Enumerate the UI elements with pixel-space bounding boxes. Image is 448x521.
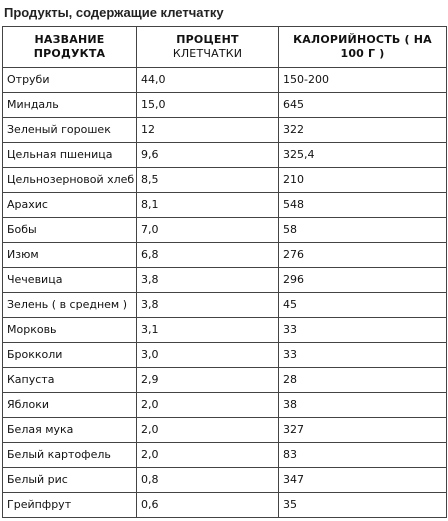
cell-product-name: Миндаль — [3, 93, 137, 118]
table-row — [3, 493, 447, 518]
cell-product-name: Морковь — [3, 318, 137, 343]
cell-calories: 58 — [279, 218, 447, 243]
table-header-row — [3, 27, 447, 68]
table-row — [3, 193, 447, 218]
table-row — [3, 218, 447, 243]
cell-product-name: Брокколи — [3, 343, 137, 368]
cell-product-name: Зелень ( в среднем ) — [3, 293, 137, 318]
cell-calories: 33 — [279, 343, 447, 368]
table-row — [3, 93, 447, 118]
cell-calories: 327 — [279, 418, 447, 443]
header-fiber-percent-rest: КЛЕТЧАТКИ — [172, 47, 243, 60]
table-row — [3, 418, 447, 443]
table-row — [3, 268, 447, 293]
cell-fiber-percent: 3,8 — [137, 293, 279, 318]
table-row — [3, 293, 447, 318]
cell-product-name: Белый рис — [3, 468, 137, 493]
header-fiber-percent — [137, 27, 279, 68]
cell-product-name: Бобы — [3, 218, 137, 243]
table-row — [3, 68, 447, 93]
cell-product-name: Изюм — [3, 243, 137, 268]
header-calories: КАЛОРИЙНОСТЬ ( НА 100 Г ) — [279, 27, 447, 68]
cell-fiber-percent: 8,1 — [137, 193, 279, 218]
cell-product-name: Белый картофель — [3, 443, 137, 468]
page-title: Продукты, содержащие клетчатку — [4, 5, 224, 20]
cell-product-name: Арахис — [3, 193, 137, 218]
cell-calories: 28 — [279, 368, 447, 393]
cell-fiber-percent: 0,6 — [137, 493, 279, 518]
cell-calories: 548 — [279, 193, 447, 218]
table-row — [3, 343, 447, 368]
cell-calories: 296 — [279, 268, 447, 293]
table-row — [3, 468, 447, 493]
table-row — [3, 443, 447, 468]
cell-product-name: Цельнозерновой хлеб — [3, 168, 137, 193]
cell-fiber-percent: 2,0 — [137, 443, 279, 468]
cell-calories: 210 — [279, 168, 447, 193]
cell-fiber-percent: 12 — [137, 118, 279, 143]
cell-calories: 347 — [279, 468, 447, 493]
fiber-table — [2, 26, 447, 518]
cell-fiber-percent: 3,0 — [137, 343, 279, 368]
cell-fiber-percent: 2,0 — [137, 418, 279, 443]
cell-calories: 83 — [279, 443, 447, 468]
table-row — [3, 368, 447, 393]
cell-fiber-percent: 7,0 — [137, 218, 279, 243]
cell-calories: 45 — [279, 293, 447, 318]
cell-product-name: Белая мука — [3, 418, 137, 443]
cell-fiber-percent: 8,5 — [137, 168, 279, 193]
cell-product-name: Отруби — [3, 68, 137, 93]
cell-product-name: Яблоки — [3, 393, 137, 418]
cell-product-name: Цельная пшеница — [3, 143, 137, 168]
cell-product-name: Зеленый горошек — [3, 118, 137, 143]
cell-product-name: Чечевица — [3, 268, 137, 293]
table-row — [3, 143, 447, 168]
cell-calories: 35 — [279, 493, 447, 518]
header-product-name: НАЗВАНИЕ ПРОДУКТА — [3, 27, 137, 68]
cell-calories: 325,4 — [279, 143, 447, 168]
cell-calories: 645 — [279, 93, 447, 118]
table-row — [3, 168, 447, 193]
cell-calories: 38 — [279, 393, 447, 418]
cell-fiber-percent: 0,8 — [137, 468, 279, 493]
header-fiber-percent-bold: ПРОЦЕНТ — [176, 33, 239, 46]
cell-calories: 33 — [279, 318, 447, 343]
cell-fiber-percent: 2,9 — [137, 368, 279, 393]
cell-product-name: Капуста — [3, 368, 137, 393]
cell-product-name: Грейпфрут — [3, 493, 137, 518]
cell-calories: 276 — [279, 243, 447, 268]
cell-fiber-percent: 15,0 — [137, 93, 279, 118]
cell-fiber-percent: 3,8 — [137, 268, 279, 293]
cell-fiber-percent: 3,1 — [137, 318, 279, 343]
cell-fiber-percent: 6,8 — [137, 243, 279, 268]
cell-calories: 322 — [279, 118, 447, 143]
table-row — [3, 243, 447, 268]
table-row — [3, 318, 447, 343]
cell-fiber-percent: 44,0 — [137, 68, 279, 93]
table-row — [3, 393, 447, 418]
table-row — [3, 118, 447, 143]
cell-fiber-percent: 9,6 — [137, 143, 279, 168]
cell-calories: 150-200 — [279, 68, 447, 93]
cell-fiber-percent: 2,0 — [137, 393, 279, 418]
